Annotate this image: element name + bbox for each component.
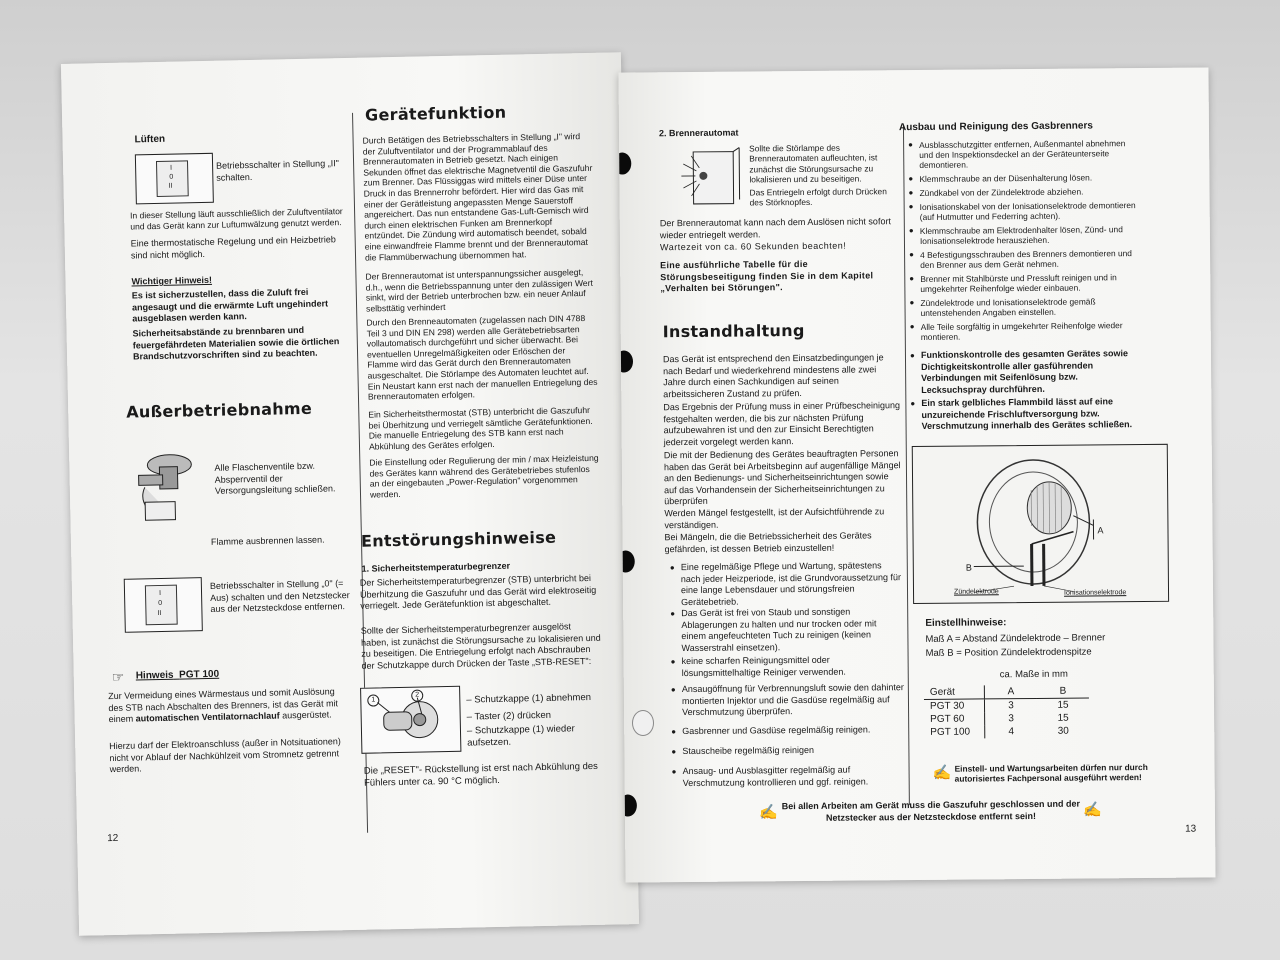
funktion-p4: Ein Sicherheitsthermostat (STB) unterbricht die Gaszufuhr bei Überhitzung und verriegelt sämtliche Gerätefunktionen. Die manuelle Entriegelung des STB kann erst nach Abkühlung des Gerätes erfolgen. [368,404,593,452]
label-a: A [1097,525,1104,536]
switch-icon: I 0 II [156,160,189,197]
brenner-c2: Das Entriegeln erfolgt durch Drücken des Störknopfes. [749,186,887,208]
instand-p4: Werden Mängel festgestellt, ist der Aufsichtführende zu verständigen. [664,506,885,530]
funktion-p2: Der Brennerautomat ist unterspannungssicher ausgelegt, d.h., wenn die Betriebsspannung unter den zulässigen Wert sinkt, wird der Betrieb unterbrochen bzw. ein neuer Anlauf selbsttätig verhindert [365,267,593,314]
page-number-left: 12 [107,832,119,845]
funktion-heading: Gerätefunktion [364,102,507,125]
instand-p5: Bei Mängeln, die die Betriebssicherheit des Gerätes gefährden, ist dessen Betrieb einzustellen! [664,530,872,554]
hinweis-label: Hinweis PGT 100 [135,668,220,682]
ausbau-heading: Ausbau und Reinigung des Gasbrenners [898,120,1093,134]
table-cell: PGT 30 [924,699,985,713]
funktion-p1: Durch Betätigen des Betriebsschalters in Stellung „I" wird der Zuluftventilator und der Programmablauf des Brennerautomaten in Betrieb gesetzt. Nach einigen Sekunden öffnet das elektrische Magnetventil die Gaszufuhr zum Brenner. Das Flüssiggas wird mittels einer Düse unter Druck in das Brennerrohr befördert. Hier wird das Gas mit einer der Gerätleistung angepassten Menge Sauerstoff angereichert. Das nun entstandene Gas-Luft-Gemisch wird durch einen elektrischen Funken am Brennerkopf entzündet. Die Zündung wird automatisch beendet, sobald eine einwandfreie Flamme brennt und der Brennerautomat die Flammüberwachung übernommen hat. [362,131,593,263]
hinweis-p1: Zur Vermeidung eines Wärmestaus und somit Auslösung des STB nach Abschalten des Brenners, ist das Gerät mit einem automatischen Ventilatornachlauf ausgerüstet. [108,686,339,725]
callout-1: 1 [367,694,379,706]
stb-step: – Taster (2) drücken [466,709,552,723]
wichtig-p2: Sicherheitsabstände zu brennbaren und feuergefährdeten Materialien sowie die örtlichen Brandschutzvorschriften sind zu beachten. [132,324,340,362]
burner-automat-icon [663,144,742,209]
table-row [924,698,1089,713]
valve-caption: Alle Flaschenventile bzw. Absperrventil der Versorgungsleitung schließen. [214,460,336,496]
switch-0-caption: Betriebsschalter in Stellung „0" (= Aus) schalten und den Netzstecker aus der Netzsteckdose entfernen. [209,578,350,614]
table-header-cell: Gerät [924,685,985,699]
switch-ii-caption: Betriebsschalter in Stellung „II" schalten. [215,158,339,183]
ausser-heading: Außerbetriebnahme [126,398,313,422]
ausbau-bullet: ● 4 Befestigungsschrauben des Brenners demontieren und den Brenner aus dem Gerät nehmen. [920,248,1138,270]
ausbau-bullet: ● Ausblasschutzgitter entfernen, Außenmantel abnehmen und den Inspektionsdeckel an der Geräteunterseite demontieren. [919,138,1137,171]
funktion-p3: Durch den Brenneautomaten (zugelassen nach DIN 4788 Teil 3 und DIN EN 298) werden alle Gerätebetriebsarten vollautomatisch durchgeführt und sicher überwacht. Bei eventuellen Unregelmäßigkeiten oder Erlöschen der Flamme wird das Gerät durch den Brennerautomaten ausgeschaltet. Die Störlampe des Automaten leuchtet auf. Ein Neustart kann erst nach der manuellen Entriegelung des Brennerautomaten erfolgen. [366,313,598,402]
stoer-p1: Der Sicherheitstemperaturbegrenzer (STB) unterbricht bei Überhitzung die Gaszufuhr und das Gerät wird elektroseitig verriegelt. Jede Gerätefunktion ist abgeschaltet. [359,572,597,611]
callout-2: 2 [411,690,423,702]
label-zuend: Zündelektrode [953,588,999,596]
stoer-sub: 1. Sicherheitstemperaturbegrenzer [361,560,511,574]
wichtig-p1: Es ist sicherzustellen, dass die Zuluft frei angesaugt und die erwärmte Luft ungehindert ausgeblasen werden kann. [131,286,329,324]
gas-valve-icon [124,446,206,523]
table-header-cell: A [1007,686,1015,698]
stb-step: – Schutzkappe (1) wieder aufsetzen. [466,723,575,749]
warning-hand-icon: ✍ [1082,801,1102,819]
stb-reset-figure [360,686,461,754]
instand-p1: Das Gerät ist entsprechend den Einsatzbedingungen je nach Bedarf und wiederkehrend mindestens alle zwei Jahre durch einen Sachkundigen auf seinen arbeitssicheren Zustand zu prüfen. [662,352,884,399]
binder-ring [632,710,654,736]
label-b: B [965,562,972,573]
ausbau-bullet: ● Ionisationskabel von der Ionisationselektrode demontieren (auf Hutmutter und Federring achten). [920,200,1138,222]
instand-bullet: ● Eine regelmäßige Pflege und Wartung, spätestens nach jeder Heizperiode, ist die Grundvoraussetzung für eine lange Lebensdauer und störungsfreien Gerätebetrieb. [681,560,903,608]
stb-step: – Schutzkappe (1) abnehmen [466,691,592,706]
switch-ii-figure [135,153,214,205]
instand-p3: Die mit der Bedienung des Gerätes beauftragten Personen haben das Gerät bei Arbeitsbeginn auf augenfällige Mängel an den Bedienungs- und Sicherheitseinrichtungen sowie auf das Vorhandensein der Sicherheitseinrichtungen zu überprüfen [663,448,901,507]
warning-hand-icon: ✍ [932,764,952,782]
lueften-heading: Lüften [134,133,166,146]
stoer-p3: Die „RESET"- Rückstellung ist erst nach Abkühlung des Fühlers unter ca. 90 °C möglich. [363,760,598,789]
stb-steps [466,689,607,750]
table-header [924,685,1089,700]
instand-bullet: ● Das Gerät ist frei von Staub und sonstigen Ablagerungen zu halten und nur trocken oder mit einem angefeuchteten Tuch zu reinigen (keinen Wasserstrahl einsetzen). [681,606,903,654]
right-page [618,67,1215,882]
einstell-heading: Einstellhinweise: [925,617,1007,629]
brenner-c1: Sollte die Störlampe des Brennerautomaten aufleuchten, ist zunächst die Störungsursache zu lokalisieren und zu beseitigen. [749,142,878,185]
stoer-p2: Sollte der Sicherheitstemperaturbegrenzer ausgelöst haben, ist zunächst die Störungsursache zu lokalisieren und zu beseitigen. Die Entriegelung erfolgt nach Abschrauben der Schutzkappe durch Drücken der Taste „STB-RESET": [360,621,601,671]
wichtig-heading: Wichtiger Hinweis! [131,274,213,287]
ausbau-bullet: ● Klemmschraube an der Düsenhalterung lösen. [919,172,1137,184]
hinweis-p2: Hierzu darf der Elektroanschluss (außer in Notsituationen) nicht vor Ablauf der Nachkühlzeit vom Stromnetz getrennt werden. [109,736,341,775]
table-cell: 3 [1008,713,1014,725]
instand-bullet: ● Gasbrenner und Gasdüse regelmäßig reinigen. [682,724,904,737]
burner-electrode-icon [913,445,1168,603]
ausbau-bullet: ● Zündelektrode und Ionisationselektrode gemäß untenstehenden Angaben einstellen. [920,296,1138,318]
page-number-right: 13 [1185,823,1197,835]
footer-warning: Bei allen Arbeiten am Gerät muss die Gaszufuhr geschlossen und der Netzstecker aus der Netzsteckdose entfernt sein! [781,798,1081,823]
binder-hole [618,350,633,372]
table-header-cell: B [1059,685,1067,697]
instand-p2: Das Ergebnis der Prüfung muss in einer Prüfbescheinigung festgehalten werden, die bis zur nächsten Prüfung aufzubewahren ist und den zur Einsicht Berechtigten jederzeit vorgelegt werden kann. [663,400,901,447]
brenner-p3: Eine ausführliche Tabelle für die Störungsbeseitigung finden Sie in dem Kapitel „Verhalten bei Störungen". [660,258,874,294]
warning-hand-icon: ✍ [758,804,778,822]
funktion-p5: Die Einstellung oder Regulierung der min / max Heizleistung des Gerätes kann während des Gerätebetriebes stufenlos an der eingebauten „Power-Regulation" vorgenommen werden. [369,452,599,500]
brenner-p2: Wartezeit von ca. 60 Sekunden beachten! [659,240,847,253]
pointing-hand-icon: ☞ [111,668,125,686]
ausbau-bullet: ● Zündkabel von der Zündelektrode abziehen. [919,186,1137,198]
settings-table [924,685,1089,739]
instand-heading: Instandhaltung [662,320,805,342]
ausbau-bullet: ● Brenner mit Stahlbürste und Pressluft reinigen und in umgekehrter Reihenfolge wieder einbauen. [920,272,1138,294]
brenner-p1: Der Brennerautomat kann nach dem Auslösen nicht sofort wieder entriegelt werden. [659,216,891,240]
table-cell: 15 [1057,699,1069,711]
ausbau-bullet: ● Alle Teile sorgfältig in umgekehrter Reihenfolge wieder montieren. [921,320,1139,342]
table-cell: PGT 100 [924,725,985,739]
table-row [924,725,1089,739]
stoer-heading: Entstörungshinweise [360,527,557,551]
binder-hole [618,152,631,174]
instand-bullet: ● keine scharfen Reinigungsmittel oder lösungsmittelhaltige Reiniger verwenden. [682,654,904,679]
lueften-p2: Eine thermostatische Regelung und ein Heizbetrieb sind nicht möglich. [130,234,336,261]
lueften-p1: In dieser Stellung läuft ausschließlich der Zuluftventilator und das Gerät kann zur Luftumwälzung genutzt werden. [130,206,343,232]
table-cell: 15 [1057,712,1069,724]
ausbau-bullet: ● Klemmschraube am Elektrodenhalter lösen, Zünd- und Ionisationselektrode herausziehen. [920,224,1138,246]
table-cell: 30 [1057,725,1069,737]
table-cell: PGT 60 [924,712,985,726]
brenner-sub: 2. Brennerautomat [658,127,739,139]
ausbau-bold-bullet: ● Funktionskontrolle des gesamten Gerätes sowie Dichtigkeitskontrolle aller gasführenden Verbindungen mit Seifenlösung bzw. Lecksuchspray durchführen. [921,348,1143,396]
label-ion: Ionisationselektrode [1064,589,1127,597]
table-cell: 3 [1008,700,1014,712]
instand-bullet: ● Stauscheibe regelmäßig reinigen [682,744,904,757]
instand-bullet: ● Ansaugöffnung für Verbrennungsluft sowie den dahinter montierten Injektor und die Gasdüse regelmäßig auf Verschmutzung überprüfen. [682,682,904,718]
instand-bullet: ● Ansaug- und Ausblasgitter regelmäßig auf Verschmutzung kontrollieren und ggf. reinigen. [683,764,905,789]
gas-valve-figure [124,446,206,523]
left-page [61,52,639,936]
switch-icon: I 0 II [145,585,178,626]
einstell-b: Maß B = Position Zündelektrodenspitze [925,646,1092,659]
switch-0-figure [124,577,203,633]
burner-automat-figure [663,144,742,209]
einstell-a: Maß A = Abstand Zündelektrode – Brenner [925,632,1106,645]
ausbau-bold-bullet: ● Ein stark gelbliches Flammbild lässt auf eine unzureichende Frischluftversorgung bzw. Verschmutzung innerhalb des Gerätes schließen. [921,396,1143,432]
flamme-caption: Flamme ausbrennen lassen. [210,534,325,547]
einstell-unit: ca. Maße in mm [999,668,1068,681]
electrode-diagram [912,444,1169,604]
table-cell: 4 [1008,726,1015,738]
einstell-warn: Einstell- und Wartungsarbeiten dürfen nur durch autorisiertes Fachpersonal ausgeführt werden! [954,761,1148,785]
